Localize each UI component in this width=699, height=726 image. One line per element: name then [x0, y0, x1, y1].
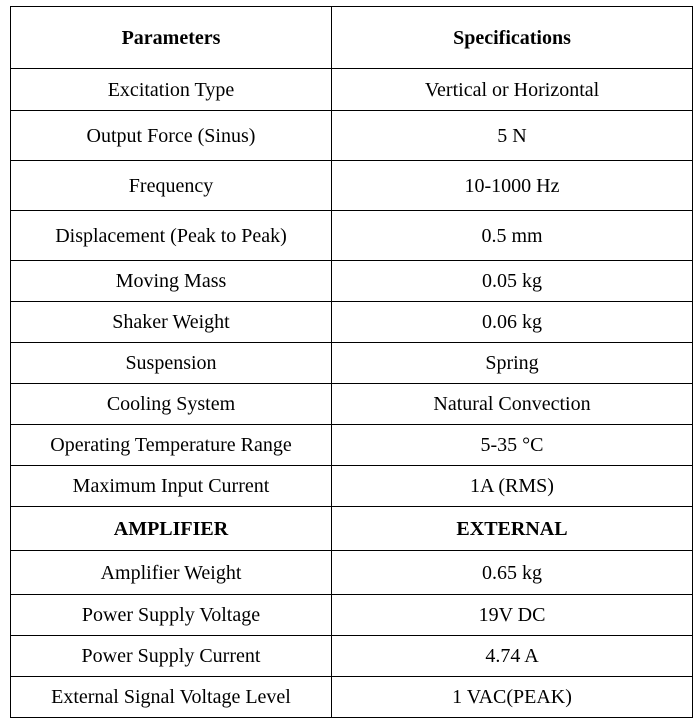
- table-row: [11, 69, 693, 111]
- table-row: [11, 111, 693, 161]
- table-row: [11, 551, 693, 595]
- table-row: [11, 302, 693, 343]
- param-cell: Shaker Weight: [11, 302, 332, 343]
- table-row: [11, 595, 693, 636]
- spec-cell: 4.74 A: [332, 636, 693, 677]
- param-cell: Power Supply Voltage: [11, 595, 332, 636]
- spec-cell: Natural Convection: [332, 384, 693, 425]
- spec-cell: 10-1000 Hz: [332, 161, 693, 211]
- spec-cell: 0.65 kg: [332, 551, 693, 595]
- table-row: [11, 677, 693, 718]
- table-row: [11, 384, 693, 425]
- table-header-row: [11, 7, 693, 69]
- param-cell: Output Force (Sinus): [11, 111, 332, 161]
- specifications-table: [10, 6, 693, 718]
- param-cell: Cooling System: [11, 384, 332, 425]
- param-cell: External Signal Voltage Level: [11, 677, 332, 718]
- spec-cell: 5 N: [332, 111, 693, 161]
- spec-cell: Vertical or Horizontal: [332, 69, 693, 111]
- spec-cell: 19V DC: [332, 595, 693, 636]
- table-row: [11, 636, 693, 677]
- spec-cell: 1A (RMS): [332, 466, 693, 507]
- parameters-header: Parameters: [11, 7, 332, 69]
- param-cell: Maximum Input Current: [11, 466, 332, 507]
- param-cell: Power Supply Current: [11, 636, 332, 677]
- section-param-cell: AMPLIFIER: [11, 507, 332, 551]
- table-row: [11, 261, 693, 302]
- spec-cell: 5-35 °C: [332, 425, 693, 466]
- param-cell: Excitation Type: [11, 69, 332, 111]
- param-cell: Operating Temperature Range: [11, 425, 332, 466]
- table-row: [11, 161, 693, 211]
- section-spec-cell: EXTERNAL: [332, 507, 693, 551]
- table-row: [11, 343, 693, 384]
- table-row: [11, 466, 693, 507]
- param-cell: Suspension: [11, 343, 332, 384]
- spec-cell: 1 VAC(PEAK): [332, 677, 693, 718]
- table-row: [11, 425, 693, 466]
- param-cell: Moving Mass: [11, 261, 332, 302]
- param-cell: Amplifier Weight: [11, 551, 332, 595]
- spec-cell: Spring: [332, 343, 693, 384]
- param-cell: Frequency: [11, 161, 332, 211]
- spec-cell: 0.05 kg: [332, 261, 693, 302]
- table-row: [11, 211, 693, 261]
- spec-cell: 0.06 kg: [332, 302, 693, 343]
- param-cell: Displacement (Peak to Peak): [11, 211, 332, 261]
- specifications-header: Specifications: [332, 7, 693, 69]
- amplifier-section-row: [11, 507, 693, 551]
- spec-cell: 0.5 mm: [332, 211, 693, 261]
